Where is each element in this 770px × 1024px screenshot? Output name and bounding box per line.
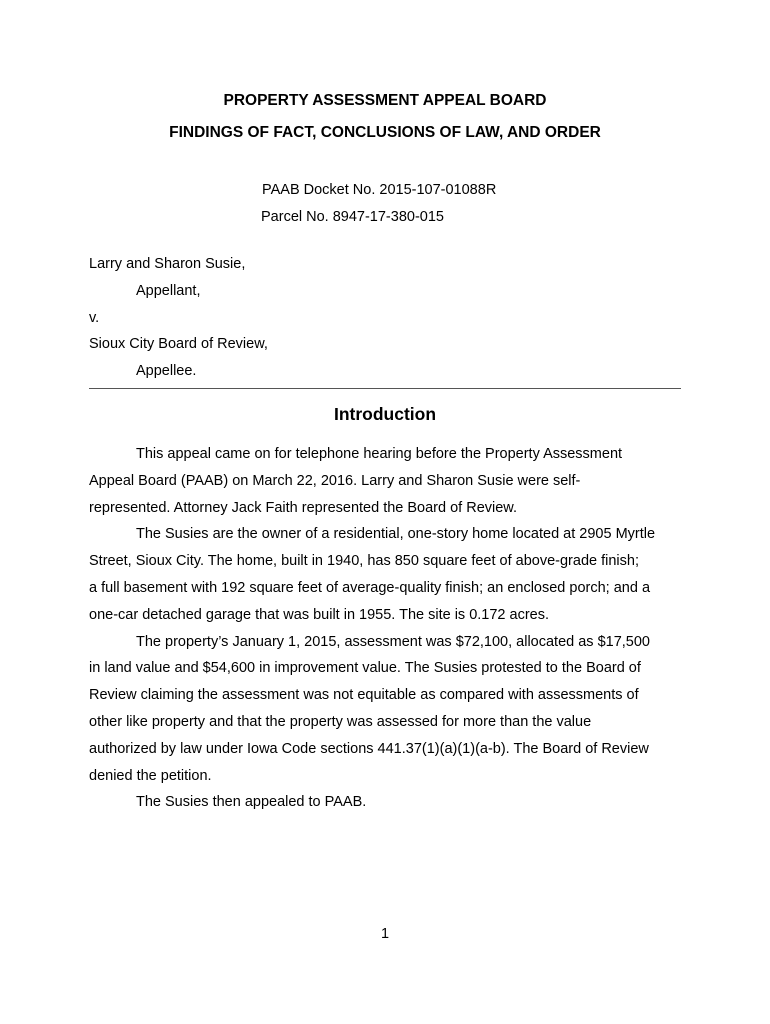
introduction-body bbox=[89, 441, 683, 816]
appellant-name: Larry and Sharon Susie, bbox=[89, 256, 246, 272]
text-line: The Susies then appealed to PAAB. bbox=[136, 794, 367, 811]
text-line: Appeal Board (PAAB) on March 22, 2016. Larry and Sharon Susie were self- bbox=[89, 472, 581, 489]
text-line: other like property and that the property was assessed for more than the value bbox=[89, 713, 592, 730]
document-subtitle: FINDINGS OF FACT, CONCLUSIONS OF LAW, AND ORDER bbox=[169, 124, 601, 141]
text-line: Street, Sioux City. The home, built in 1940, has 850 square feet of above-grade finish; bbox=[89, 553, 639, 570]
page-number: 1 bbox=[380, 926, 390, 942]
text-line: a full basement with 192 square feet of average-quality finish; an enclosed porch; and a bbox=[89, 579, 651, 596]
docket-number: PAAB Docket No. 2015-107-01088R bbox=[262, 182, 497, 198]
paragraph-appeal bbox=[89, 789, 683, 816]
paragraph-hearing bbox=[89, 441, 683, 521]
text-line: represented. Attorney Jack Faith represented the Board of Review. bbox=[89, 499, 517, 516]
document-title: PROPERTY ASSESSMENT APPEAL BOARD bbox=[223, 92, 547, 109]
parcel-number: Parcel No. 8947-17-380-015 bbox=[261, 209, 444, 225]
section-heading-introduction: Introduction bbox=[333, 404, 437, 424]
appellee-role: Appellee. bbox=[136, 363, 197, 379]
text-line: The property’s January 1, 2015, assessment was $72,100, allocated as $17,500 bbox=[136, 633, 650, 650]
versus-label: v. bbox=[89, 310, 100, 326]
text-line: one-car detached garage that was built in 1955. The site is 0.172 acres. bbox=[89, 606, 549, 623]
paragraph-property-description bbox=[89, 521, 683, 628]
appellee-name: Sioux City Board of Review, bbox=[89, 336, 268, 352]
text-line: This appeal came on for telephone hearing before the Property Assessment bbox=[136, 446, 623, 462]
paragraph-assessment bbox=[89, 629, 683, 790]
text-line: The Susies are the owner of a residential, one-story home located at 2905 Myrtle bbox=[136, 526, 656, 543]
text-line: in land value and $54,600 in improvement value. The Susies protested to the Board of bbox=[89, 660, 641, 677]
text-line: authorized by law under Iowa Code sections 441.37(1)(a)(1)(a-b). The Board of Review bbox=[89, 740, 649, 757]
text-line: Review claiming the assessment was not equitable as compared with assessments of bbox=[89, 687, 639, 704]
text-line: denied the petition. bbox=[89, 767, 212, 784]
section-divider bbox=[89, 388, 681, 389]
appellant-role: Appellant, bbox=[136, 283, 201, 299]
